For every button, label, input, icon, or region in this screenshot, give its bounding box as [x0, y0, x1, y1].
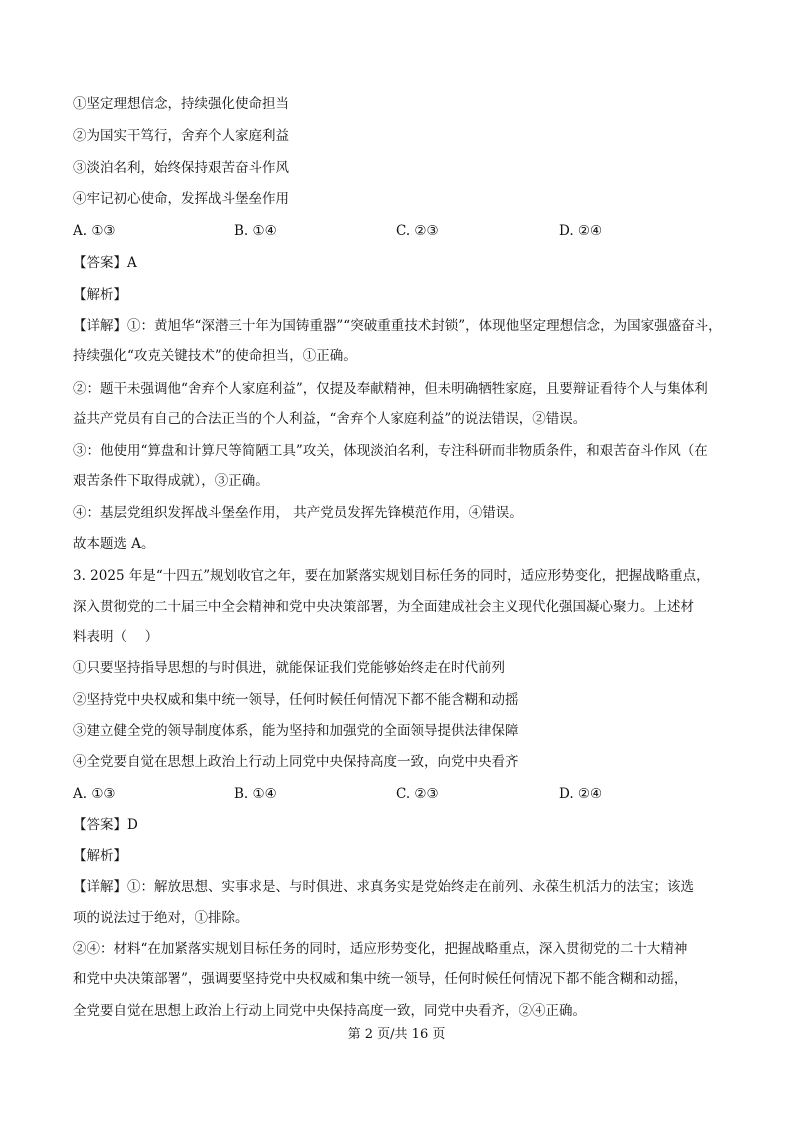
q2-item-4: ④牢记初心使命，发挥战斗堡垒作用 — [73, 191, 289, 207]
q2-detail-line: ③：他使用“算盘和计算尺等简陋工具”攻关，体现淡泊名利，专注科研而非物质条件，和艰苦奋斗作风（在 — [73, 443, 708, 459]
q2-detail-line: ④：基层党组织发挥战斗堡垒作用， 共产党员发挥先锋模范作用，④错误。 — [73, 505, 523, 521]
q2-conclusion: 故本题选 A。 — [73, 536, 155, 552]
q2-option-c: C. ②③ — [396, 223, 439, 239]
q2-option-b: B. ①④ — [234, 223, 277, 239]
q3-stem-line: 深入贯彻党的二十届三中全会精神和党中央决策部署，为全面建成社会主义现代化强国凝心聚力。上述材 — [73, 599, 694, 615]
q2-analysis-label: 【解析】 — [73, 287, 127, 303]
q3-answer: 【答案】D — [73, 817, 138, 833]
q2-option-d: D. ②④ — [559, 223, 603, 239]
q3-detail-line: 项的说法过于绝对，①排除。 — [73, 910, 249, 926]
q3-analysis-label: 【解析】 — [73, 848, 127, 864]
q3-item-3: ③建立健全党的领导制度体系，能为坚持和加强党的全面领导提供法律保障 — [73, 723, 519, 739]
q3-option-a: A. ①③ — [73, 786, 116, 802]
q3-detail-line: 【详解】①：解放思想、实事求是、与时俱进、求真务实是党始终走在前列、永葆生机活力的法宝；该选 — [73, 879, 694, 895]
q3-detail-line: ②④：材料“在加紧落实规划目标任务的同时，适应形势变化，把握战略重点，深入贯彻党的二十大精神 — [73, 941, 688, 957]
q3-item-4: ④全党要自觉在思想上政治上行动上同党中央保持高度一致，向党中央看齐 — [73, 754, 519, 770]
q2-item-1: ①坚定理想信念，持续强化使命担当 — [73, 96, 289, 112]
page-footer: 第 2 页/共 16 页 — [347, 1027, 446, 1042]
q2-detail-line: 益共产党员有自己的合法正当的个人利益，“舍弃个人家庭利益”的说法错误，②错误。 — [73, 411, 587, 427]
q3-detail-line: 和党中央决策部署”，强调要坚持党中央权威和集中统一领导，任何时候任何情况下都不能含糊和动摇， — [73, 971, 688, 987]
q3-item-2: ②坚持党中央权威和集中统一领导，任何时候任何情况下都不能含糊和动摇 — [73, 692, 519, 708]
q2-item-2: ②为国实干笃行，舍弃个人家庭利益 — [73, 128, 289, 144]
q3-stem-line: 3. 2025 年是“十四五”规划收官之年，要在加紧落实规划目标任务的同时，适应形势变化，把握战略重点， — [73, 568, 710, 584]
q3-option-c: C. ②③ — [396, 786, 439, 802]
q3-detail-line: 全党要自觉在思想上政治上行动上同党中央保持高度一致，同党中央看齐，②④正确。 — [73, 1003, 586, 1019]
q2-detail-line: 艰苦条件下取得成就），③正确。 — [73, 473, 269, 489]
q2-detail-line: 持续强化“攻克关键技术”的使命担当，①正确。 — [73, 348, 357, 364]
q3-item-1: ①只要坚持指导思想的与时俱进，就能保证我们党能够始终走在时代前列 — [73, 660, 505, 676]
q2-detail-line: 【详解】①：黄旭华“深潜三十年为国铸重器”“突破重重技术封锁”，体现他坚定理想信念，为国家强盛奋斗， — [73, 318, 722, 334]
q3-stem-line: 料表明（ ） — [73, 629, 159, 645]
q2-option-a: A. ①③ — [73, 223, 116, 239]
q2-item-3: ③淡泊名利，始终保持艰苦奋斗作风 — [73, 160, 289, 176]
q3-option-d: D. ②④ — [559, 786, 603, 802]
q2-answer: 【答案】A — [73, 255, 137, 271]
q3-option-b: B. ①④ — [234, 786, 277, 802]
q2-detail-line: ②：题干未强调他“舍弃个人家庭利益”，仅提及奉献精神，但未明确牺牲家庭，且要辩证看待个人与集体利 — [73, 381, 708, 397]
